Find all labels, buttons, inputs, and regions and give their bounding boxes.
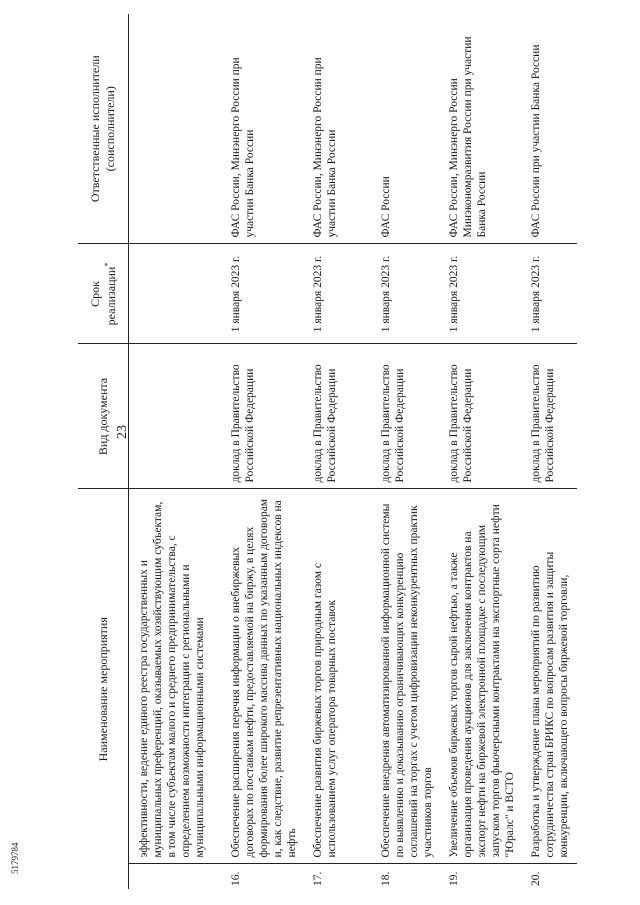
table-row-continuation [129, 14, 224, 889]
row-deadline: 1 января 2023 г. [223, 244, 305, 344]
document-code: 5179784 [10, 842, 20, 874]
header-executors: Ответственные исполнители (соисполнители) [78, 14, 129, 244]
row-doc-type: доклад в Правительство Российской Федерации [373, 344, 441, 489]
row-number [129, 864, 224, 889]
row-name: Разработка и утверждение плана мероприятий по развитию сотрудничества стран БРИКС по вопросам развития и защиты конкуренции, включающего вопросы биржевой торговли, [523, 489, 577, 864]
row-executors: ФАС России, Минэнерго России при участии Банка России [305, 14, 373, 244]
table-row [523, 14, 577, 889]
row-deadline: 1 января 2023 г. [523, 244, 577, 344]
footnote-mark: * [102, 262, 112, 267]
rotated-table-container [78, 14, 571, 889]
row-executors: ФАС России, Минэнерго России Минэкономразвития России при участии Банка России [441, 14, 523, 244]
row-name: эффективности, ведение единого реестра государственных и муниципальных преференций, оказываемых хозяйствующим субъектам, в том числе субъектам малого и среднего предпринимательства, с определением возможности интеграции с региональными и муниципальными информационными системами [129, 489, 224, 864]
row-name: Обеспечение развития биржевых торгов природным газом с использованием услуг оператора товарных поставок [305, 489, 373, 864]
row-doc-type: доклад в Правительство Российской Федерации [523, 344, 577, 489]
row-number: 17. [312, 871, 325, 886]
row-doc-type: доклад в Правительство Российской Федерации [305, 344, 373, 489]
row-executors: ФАС России [373, 14, 441, 244]
header-name: Наименование мероприятия [78, 489, 129, 889]
row-number: 16. [230, 871, 242, 886]
row-deadline [129, 244, 224, 344]
page-number: 23 [115, 425, 130, 439]
row-deadline: 1 января 2023 г. [305, 244, 373, 344]
row-executors: ФАС России, Минэнерго России при участии Банка России [223, 14, 305, 244]
row-deadline: 1 января 2023 г. [373, 244, 441, 344]
row-doc-type: доклад в Правительство Российской Федерации [223, 344, 305, 489]
row-number: 19. [448, 871, 461, 886]
measures-table [78, 14, 577, 889]
row-name: Обеспечение расширения перечня информации о внебиржевых договорах по поставкам нефти, предоставляемой на биржу, в целях формирования более широкого массива данных по указанным договорам и, как следствие, развитие репрезентативных национальных индексов на нефть [223, 489, 305, 864]
row-doc-type [129, 344, 224, 489]
row-executors: ФАС России при участии Банка России [523, 14, 577, 244]
table-row [223, 14, 305, 889]
row-name: Увеличение объемов биржевых торгов сырой нефтью, а также организация проведения аукционов для заключения контрактов на экспорт нефти на биржевой электронной площадке с последующим запуском торгов фьючерсными контрактами на экспортные сорта нефти "Юралс" и ВСТО [441, 489, 523, 864]
table-row [373, 14, 441, 889]
table-row [305, 14, 373, 889]
row-deadline: 1 января 2023 г. [441, 244, 523, 344]
row-executors [129, 14, 224, 244]
header-deadline: Срок реализации* [78, 244, 129, 344]
row-number: 20. [530, 871, 543, 886]
row-doc-type: доклад в Правительство Российской Федерации [441, 344, 523, 489]
header-doc-type: Вид документа [78, 344, 129, 489]
row-name: Обеспечение внедрения автоматизированной информационной системы по выявлению и доказыванию ограничивающих конкуренцию соглашений на торгах с учетом цифровизации неконкурентных практик участников торгов [373, 489, 441, 864]
table-row [441, 14, 523, 889]
table-header-row [78, 14, 129, 889]
row-number: 18. [380, 871, 393, 886]
